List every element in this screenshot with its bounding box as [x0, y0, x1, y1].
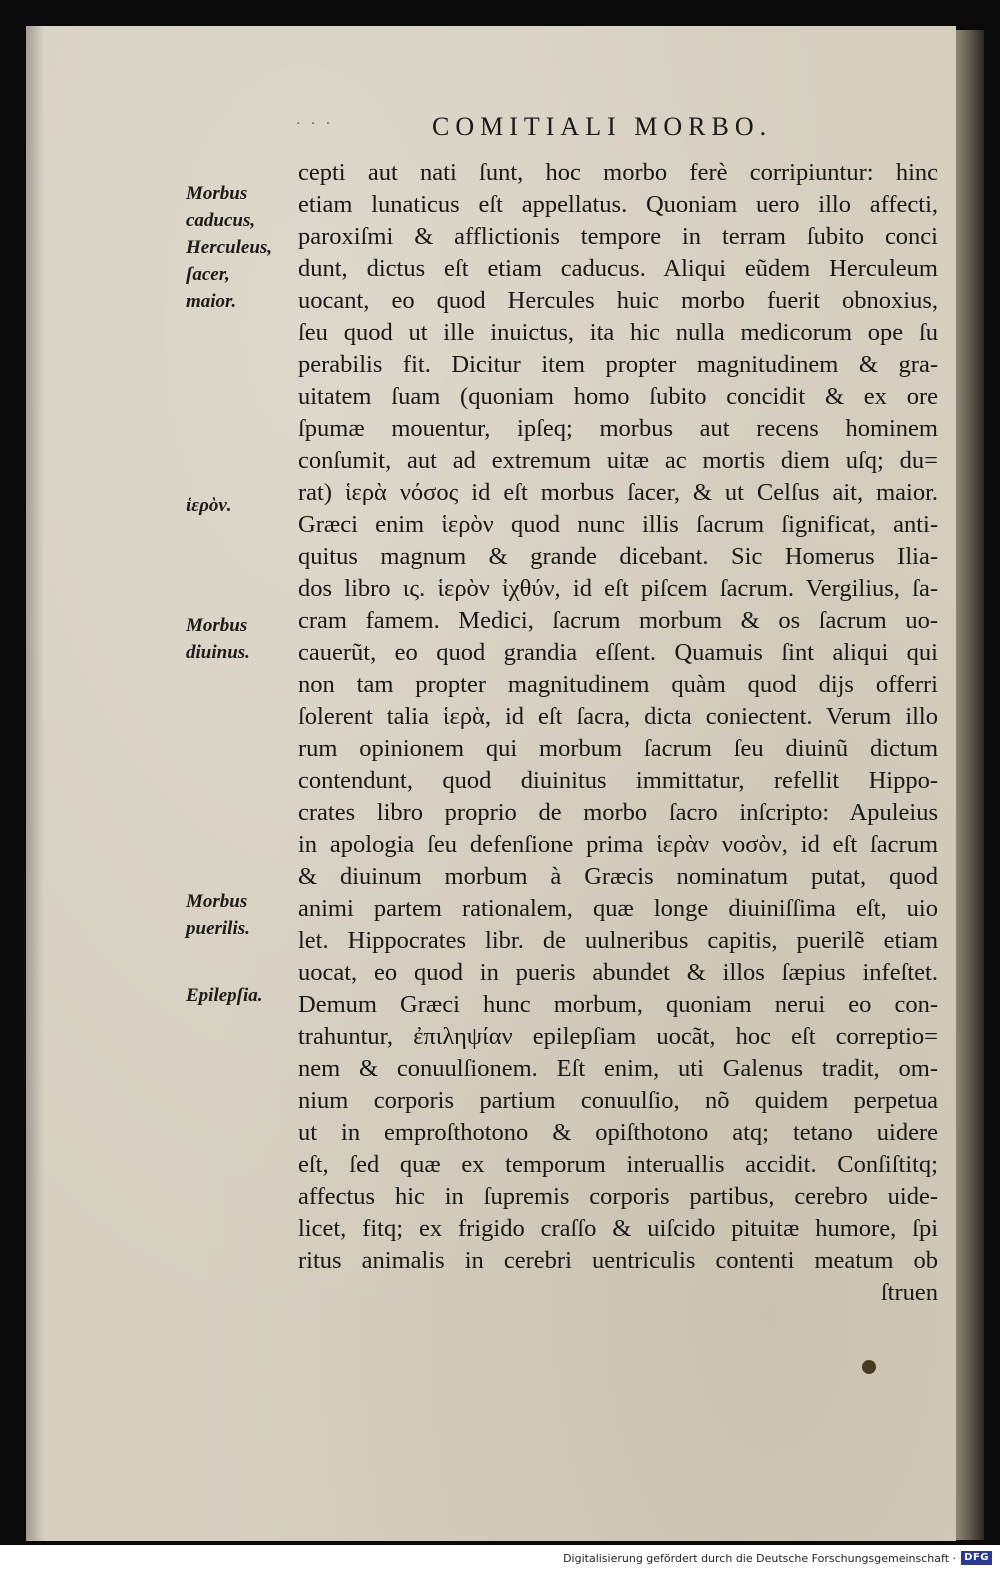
- body-line: ſtruen: [880, 1279, 938, 1306]
- margin-note-line: diuinus.: [186, 642, 250, 663]
- margin-note-line: ſacer,: [186, 264, 230, 285]
- margin-note-line: Morbus: [186, 891, 248, 912]
- body-line: licet, fitq; ex frigido craſſo & uiſcido pituitæ humore, ſpi: [298, 1215, 938, 1242]
- margin-note-line: caducus,: [186, 210, 256, 231]
- margin-note-morbus-caducus: [186, 180, 272, 315]
- body-line: affectus hic in ſupremis corporis partibus, cerebro uide-: [298, 1183, 938, 1210]
- body-line: perabilis fit. Dicitur item propter magnitudinem & gra-: [298, 351, 938, 378]
- body-line: rum opinionem qui morbum ſacrum ſeu diuinũ dictum: [298, 735, 938, 762]
- margin-note-line: Morbus: [186, 615, 248, 636]
- margin-note-line: ἱερὸν.: [186, 495, 232, 516]
- body-line: Græci enim ἱερὸν quod nunc illis ſacrum ſignificat, anti-: [298, 511, 938, 538]
- header-ornament: · · ·: [296, 116, 334, 132]
- margin-note-line: puerilis.: [186, 918, 250, 939]
- margin-note-hieron: [186, 492, 232, 519]
- body-line: animi partem rationalem, quæ longe diuiniſſima eſt, uio: [298, 895, 938, 922]
- dfg-logo: DFG: [961, 1551, 992, 1565]
- body-line: non tam propter magnitudinem quàm quod dijs offerri: [298, 671, 938, 698]
- body-line: cauerũt, eo quod grandia eſſent. Quamuis ſint aliqui qui: [298, 639, 938, 666]
- body-line: ſeu quod ut ille inuictus, ita hic nulla medicorum ope ſu: [298, 319, 938, 346]
- body-line: rat) ἱερὰ νόσος id eſt morbus ſacer, & ut Celſus ait, maior.: [298, 479, 938, 506]
- gutter-shadow: [26, 26, 44, 1541]
- margin-note-line: Herculeus,: [186, 237, 273, 258]
- body-line: nem & conuulſionem. Eſt enim, uti Galenus tradit, om-: [298, 1055, 938, 1082]
- body-line: uocant, eo quod Hercules huic morbo fuerit obnoxius,: [298, 287, 938, 314]
- margin-note-line: Morbus: [186, 183, 248, 204]
- body-line: & diuinum morbum à Græcis nominatum putat, quod: [298, 863, 938, 890]
- running-head: COMITIALI MORBO.: [432, 112, 773, 141]
- body-line: uocat, eo quod in pueris abundet & illos ſæpius infeſtet.: [298, 959, 938, 986]
- margin-note-line: Epilepſia.: [186, 985, 263, 1006]
- body-line: uitatem ſuam (quoniam homo ſubito concidit & ex ore: [298, 383, 938, 410]
- body-line: conſumit, aut ad extremum uitæ ac mortis diem uſq; du=: [298, 447, 938, 474]
- body-line: cepti aut nati ſunt, hoc morbo ferè corripiuntur: hinc: [298, 159, 938, 186]
- body-line: etiam lunaticus eſt appellatus. Quoniam uero illo affecti,: [298, 191, 938, 218]
- body-line: Demum Græci hunc morbum, quoniam nerui eo con-: [298, 991, 938, 1018]
- body-line: dunt, dictus eſt etiam caducus. Aliqui eũdem Herculeum: [298, 255, 938, 282]
- body-line: in apologia ſeu defenſione prima ἱερὰν νοσὸν, id eſt ſacrum: [298, 831, 938, 858]
- body-line: nium corporis partium conuulſio, nõ quidem perpetua: [298, 1087, 938, 1114]
- body-line: ut in emproſthotono & opiſthotono atq; tetano uidere: [298, 1119, 938, 1146]
- body-line: ſolerent talia ἱερὰ, id eſt ſacra, dicta coniectent. Verum illo: [298, 703, 938, 730]
- body-text: [298, 157, 938, 1309]
- margin-note-morbus-diuinus: [186, 612, 250, 666]
- body-line: trahuntur, ἐπιληψίαν epilepſiam uocãt, hoc eſt correptio=: [298, 1023, 938, 1050]
- body-line: ſpumæ mouentur, ipſeq; morbus aut recens hominem: [298, 415, 938, 442]
- body-line: contendunt, quod diuinitus immittatur, refellit Hippo-: [298, 767, 938, 794]
- body-line: crates libro proprio de morbo ſacro inſcripto: Apuleius: [298, 799, 938, 826]
- margin-note-line: maior.: [186, 291, 237, 312]
- body-line: dos libro ις. ἱερὸν ἰχθύν, id eſt piſcem ſacrum. Vergilius, ſa-: [298, 575, 938, 602]
- footer-credit: Digitalisierung gefördert durch die Deutsche Forschungsgemeinschaft ·: [563, 1552, 956, 1565]
- body-line: quitus magnum & grande dicebant. Sic Homerus Ilia-: [298, 543, 938, 570]
- ink-spot: [862, 1360, 876, 1374]
- body-line: let. Hippocrates libr. de uulneribus capitis, puerilẽ etiam: [298, 927, 938, 954]
- book-edge: [956, 30, 984, 1540]
- body-line: paroxiſmi & afflictionis tempore in terram ſubito conci: [298, 223, 938, 250]
- margin-note-epilepsia: [186, 982, 263, 1009]
- body-line: eſt, ſed quæ ex temporum interuallis accidit. Conſiſtitq;: [298, 1151, 938, 1178]
- margin-note-morbus-puerilis: [186, 888, 250, 942]
- body-line: cram famem. Medici, ſacrum morbum & os ſacrum uo-: [298, 607, 938, 634]
- body-line: ritus animalis in cerebri uentriculis contenti meatum ob: [298, 1247, 938, 1274]
